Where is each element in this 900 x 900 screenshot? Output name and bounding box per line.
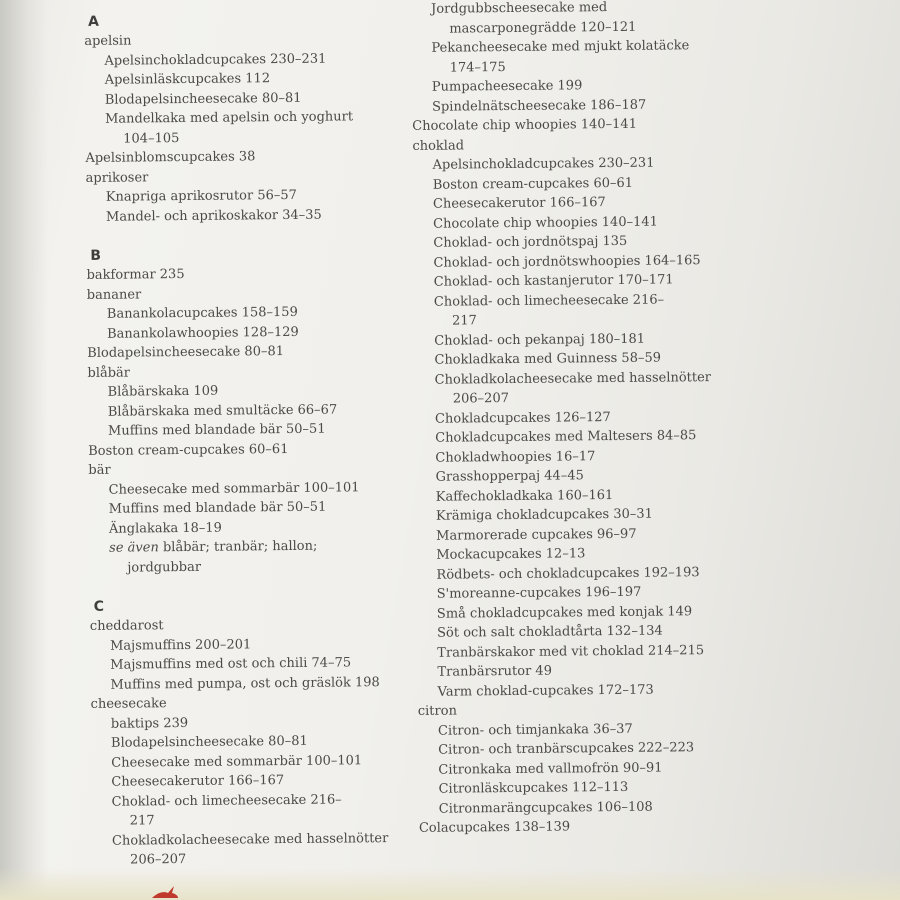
index-subentry-cheesecakerutor-166-167: Cheesecakerutor 166–167 — [111, 773, 285, 790]
index-subentry-pumpacheesecake-199: Pumpacheesecake 199 — [431, 78, 583, 95]
index-subentry-apelsinlaskcupcakes-112: Apelsinläskcupcakes 112 — [104, 71, 271, 88]
index-subentry-blodapelsincheesecake-80-81: Blodapelsincheesecake 80–81 — [104, 90, 302, 108]
index-heading-colacupcakes-138-139: Colacupcakes 138–139 — [418, 819, 571, 836]
index-subentry-chokladkolacheesecake-med-hasselnotter: Chokladkolacheesecake med hasselnötter — [434, 369, 712, 388]
index-subentry-citronmarangcupcakes-106-108: Citronmarängcupcakes 106–108 — [438, 799, 653, 817]
index-subentry-banankolawhoopies-128-129: Banankolawhoopies 128–129 — [107, 324, 299, 342]
index-subentry-apelsinchokladcupcakes-230-231: Apelsinchokladcupcakes 230–231 — [104, 51, 327, 69]
index-subentry-blabarskaka-109: Blåbärskaka 109 — [107, 383, 219, 400]
index-subentry-tranbarsrutor-49: Tranbärsrutor 49 — [437, 663, 553, 680]
index-subentry-citronkaka-med-vallmofron-90-91: Citronkaka med vallmofrön 90–91 — [438, 760, 663, 778]
index-subentry-choklad-och-jordnotspaj-135: Choklad- och jordnötspaj 135 — [433, 233, 628, 251]
index-subentry-mandelkaka-med-apelsin-och-yoghurt: Mandelkaka med apelsin och yoghurt — [104, 109, 354, 127]
index-subentry-jordgubbscheesecake-med: Jordgubbscheesecake med — [431, 0, 608, 17]
section-letter-b: B — [90, 247, 102, 264]
index-subentry-mockacupcakes-12-13: Mockacupcakes 12–13 — [436, 546, 586, 563]
index-subentry-blabarskaka-med-smultacke-66-67: Blåbärskaka med smultäcke 66–67 — [107, 402, 338, 420]
index-subentry-chocolate-chip-whoopies-140-141: Chocolate chip whoopies 140–141 — [433, 214, 658, 232]
index-subentry-apelsinchokladcupcakes-230-231: Apelsinchokladcupcakes 230–231 — [432, 155, 655, 173]
index-subentry-sot-och-salt-chokladtarta-132-134: Söt och salt chokladtårta 132–134 — [437, 623, 663, 641]
index-subentry-varm-choklad-cupcakes-172-173: Varm choklad-cupcakes 172–173 — [437, 682, 654, 700]
index-heading-apelsinblomscupcakes-38: Apelsinblomscupcakes 38 — [85, 149, 256, 166]
index-heading-blabar: blåbär — [87, 365, 131, 381]
index-subentry-citron-och-timjankaka-36-37: Citron- och timjankaka 36–37 — [437, 721, 633, 739]
index-heading-choklad: choklad — [412, 137, 465, 154]
index-subentry-sma-chokladcupcakes-med-konjak-149: Små chokladcupcakes med konjak 149 — [436, 603, 693, 622]
index-continuation-104-105: 104–105 — [123, 130, 180, 147]
index-subentry-kramiga-chokladcupcakes-30-31: Krämiga chokladcupcakes 30–31 — [435, 506, 653, 524]
index-subentry-chokladcupcakes-med-maltesers-84-85: Chokladcupcakes med Maltesers 84–85 — [435, 428, 697, 446]
index-subentry-blodapelsincheesecake-80-81: Blodapelsincheesecake 80–81 — [110, 733, 308, 751]
index-subentry-mandel-och-aprikoskakor-34-35: Mandel- och aprikoskakor 34–35 — [105, 207, 322, 225]
see-also-label: se även — [109, 540, 159, 556]
index-subentry-cheesecakerutor-166-167: Cheesecakerutor 166–167 — [432, 195, 606, 212]
index-subentry-muffins-med-blandade-bar-50-51: Muffins med blandade bär 50–51 — [107, 421, 326, 439]
index-subentry-chokladcupcakes-126-127: Chokladcupcakes 126–127 — [434, 409, 611, 427]
index-subentry-choklad-och-limecheesecake-216: Choklad- och limecheesecake 216– — [111, 792, 342, 810]
index-continuation-217: 217 — [129, 813, 155, 829]
index-heading-apelsin: apelsin — [84, 33, 132, 49]
index-subentry-rodbets-och-chokladcupcakes-192-193: Rödbets- och chokladcupcakes 192–193 — [436, 564, 700, 583]
section-letter-c: C — [93, 598, 105, 615]
index-subentry-cheesecake-med-sommarbar-100-101: Cheesecake med sommarbär 100–101 — [111, 752, 363, 771]
index-subentry-cheesecake-med-sommarbar-100-101: Cheesecake med sommarbär 100–101 — [108, 479, 360, 498]
index-subentry-spindelnatscheesecake-186-187: Spindelnätscheesecake 186–187 — [431, 97, 647, 115]
index-subentry-banankolacupcakes-158-159: Banankolacupcakes 158–159 — [106, 304, 298, 322]
index-subentry-choklad-och-jordnotswhoopies-164-165: Choklad- och jordnötswhoopies 164–165 — [433, 252, 701, 271]
index-heading-boston-cream-cupcakes-60-61: Boston cream-cupcakes 60–61 — [88, 441, 289, 459]
index-subentry-tranbarskakor-med-vit-choklad-214-215: Tranbärskakor med vit choklad 214–215 — [437, 642, 705, 661]
index-heading-bananer: bananer — [86, 286, 142, 303]
index-subentry-knapriga-aprikosrutor-56-57: Knapriga aprikosrutor 56–57 — [105, 187, 297, 205]
index-subentry-chokladwhoopies-16-17: Chokladwhoopies 16–17 — [435, 448, 596, 466]
index-subentry-kaffechokladkaka-160-161: Kaffechokladkaka 160–161 — [435, 487, 614, 505]
bird-ornament-icon — [150, 882, 180, 900]
index-subentry-chokladkaka-med-guinness-58-59: Chokladkaka med Guinness 58–59 — [434, 350, 662, 368]
index-subentry-s-moreanne-cupcakes-196-197: S'moreanne-cupcakes 196–197 — [436, 584, 642, 602]
index-subentry-muffins-med-pumpa-ost-och-graslok-198: Muffins med pumpa, ost och gräslök 198 — [110, 674, 380, 693]
index-subentry-boston-cream-cupcakes-60-61: Boston cream-cupcakes 60–61 — [432, 175, 634, 193]
page-binding-shadow — [0, 0, 48, 900]
index-subentry-citronlaskcupcakes-112-113: Citronläskcupcakes 112–113 — [438, 779, 629, 797]
index-continuation-jordgubbar: jordgubbar — [127, 559, 202, 576]
index-subentry-pekancheesecake-med-mjukt-kolatacke: Pekancheesecake med mjukt kolatäcke — [431, 38, 690, 56]
index-continuation-217: 217 — [452, 313, 477, 329]
index-subentry-grasshopperpaj-44-45: Grasshopperpaj 44–45 — [435, 468, 584, 485]
index-continuation-mascarponegradde-120-121: mascarponegrädde 120–121 — [449, 19, 637, 37]
index-heading-chocolate-chip-whoopies-140-141: Chocolate chip whoopies 140–141 — [412, 116, 638, 134]
index-subentry-muffins-med-blandade-bar-50-51: Muffins med blandade bär 50–51 — [108, 499, 327, 517]
index-subentry-choklad-och-kastanjerutor-170-171: Choklad- och kastanjerutor 170–171 — [433, 272, 674, 290]
index-subentry-majsmuffins-med-ost-och-chili-74-75: Majsmuffins med ost och chili 74–75 — [110, 655, 352, 673]
index-column-left — [78, 9, 389, 870]
index-heading-bar: bär — [88, 462, 111, 478]
index-column-right — [405, 0, 712, 838]
index-subentry-chokladkolacheesecake-med-hasselnotter: Chokladkolacheesecake med hasselnötter — [111, 830, 389, 849]
index-subentry-anglakaka-18-19: Änglakaka 18–19 — [108, 520, 222, 537]
index-heading-aprikoser: aprikoser — [85, 169, 149, 186]
page-bottom-edge — [0, 868, 900, 900]
index-subentry-citron-och-tranbarscupcakes-222-223: Citron- och tranbärscupcakes 222–223 — [438, 740, 695, 758]
index-heading-cheesecake: cheesecake — [90, 696, 167, 712]
index-heading-citron: citron — [417, 703, 457, 719]
index-heading-blodapelsincheesecake-80-81: Blodapelsincheesecake 80–81 — [87, 344, 285, 361]
index-heading-bakformar-235: bakformar 235 — [86, 266, 185, 283]
index-subentry-marmorerade-cupcakes-96-97: Marmorerade cupcakes 96–97 — [436, 526, 637, 544]
index-continuation-174-175: 174–175 — [449, 59, 506, 76]
index-subentry-choklad-och-pekanpaj-180-181: Choklad- och pekanpaj 180–181 — [434, 331, 646, 349]
index-subentry-majsmuffins-200-201: Majsmuffins 200–201 — [110, 636, 252, 654]
section-letter-a: A — [88, 13, 100, 30]
index-subentry-choklad-och-limecheesecake-216: Choklad- och limecheesecake 216– — [433, 292, 665, 310]
see-also-targets: blåbär; tranbär; hallon; — [158, 538, 318, 556]
index-heading-cheddarost: cheddarost — [89, 618, 164, 634]
index-continuation-206-207: 206–207 — [452, 391, 510, 407]
index-subentry-baktips-239: baktips 239 — [110, 715, 189, 732]
index-continuation-206-207: 206–207 — [130, 852, 187, 868]
